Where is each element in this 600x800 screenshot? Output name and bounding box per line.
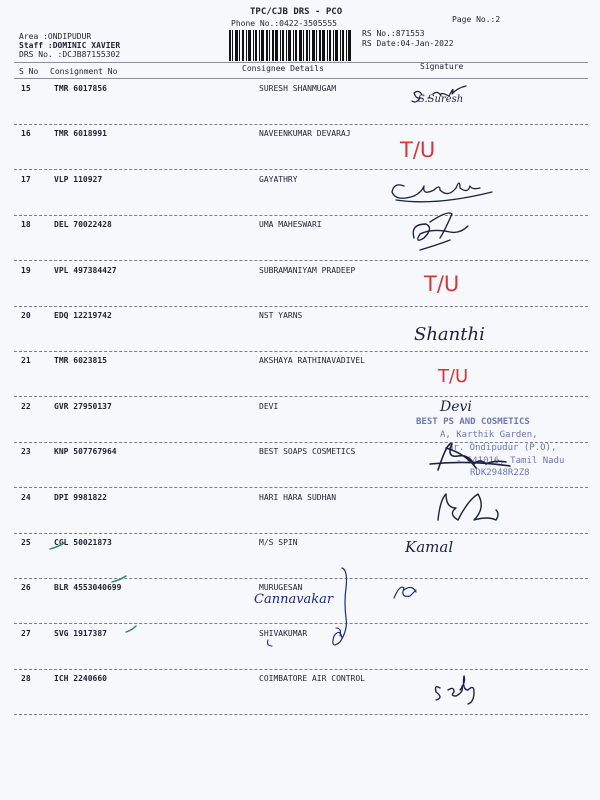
row-serial-number: 18 [21,220,31,229]
tick-mark-row-25 [50,543,64,549]
row-consignee-name: BEST SOAPS COSMETICS [259,447,356,456]
row-consignment-number: SVG 1917387 [54,629,107,638]
row-serial-number: 25 [21,538,31,547]
tick-mark-row-27 [126,626,136,632]
column-consignee: Consignee Details [242,64,324,73]
row-serial-number: 24 [21,493,31,502]
document-title: TPC/CJB DRS - PCO [250,7,343,17]
row-serial-number: 22 [21,402,31,411]
drs-number-field: DRS No. :DCJB87155302 [19,50,121,59]
row-consignment-number: DEL 70022428 [54,220,112,229]
row-consignment-number: ICH 2240660 [54,674,107,683]
row-consignment-number: VLP 110927 [54,175,103,184]
row-consignee-name: M/S SPIN [259,538,298,547]
row-consignee-name: GAYATHRY [259,175,298,184]
row-consignment-number: DPI 9981822 [54,493,107,502]
row-serial-number: 26 [21,583,31,592]
signature-row-26: Cannavakar [254,592,334,607]
row-serial-number: 21 [21,356,31,365]
signature-row-20: Shanthi [414,324,485,345]
stamp-line-1: BEST PS AND COSMETICS [416,417,530,427]
row-consignment-number: EDQ 12219742 [54,311,112,320]
row-consignee-name: AKSHAYA RATHINAVADIVEL [259,356,365,365]
row-serial-number: 27 [21,629,31,638]
row-consignee-name: DEVI [259,402,279,411]
signature-row-16: T/U [400,138,436,162]
row-serial-number: 20 [21,311,31,320]
row-consignment-number: VPL 497384427 [54,266,117,275]
signature-text-row-15: S.Suresh [418,94,464,105]
pen-mark-row-27-left [268,640,273,646]
stamp-line-3: ar. Ondipudur (P.O), [448,443,557,453]
row-serial-number: 28 [21,674,31,683]
tick-mark-row-26 [112,576,126,582]
row-consignee-name: NST YARNS [259,311,303,320]
column-sno: S No [19,67,39,76]
signature-row-25: Kamal [405,538,454,556]
row-consignee-name: NAVEENKUMAR DEVARAJ [259,129,351,138]
page-number: Page No.:2 [452,15,501,24]
row-consignee-name: COIMBATORE AIR CONTROL [259,674,365,683]
column-signature: Signature [420,62,464,71]
signature-row-26-marks [333,568,416,645]
row-consignment-number: GVR 27950137 [54,402,112,411]
row-consignment-number: BLR 4553040699 [54,583,122,592]
row-consignment-number: KNP 507767964 [54,447,117,456]
row-serial-number: 19 [21,266,31,275]
row-serial-number: 23 [21,447,31,456]
signature-row-24 [438,494,498,520]
stamp-line-2: A, Karthik Garden, [440,430,538,440]
phone-number: Phone No.:0422-3505555 [231,19,337,28]
stamp-line-5: RDK2948R2Z8 [470,468,530,478]
row-serial-number: 15 [21,84,31,93]
rs-date-field: RS Date:04-Jan-2022 [362,39,454,48]
row-consignee-name: SURESH SHANMUGAM [259,84,337,93]
row-serial-number: 17 [21,175,31,184]
row-consignee-name: HARI HARA SUDHAN [259,493,337,502]
row-consignment-number: TMR 6023815 [54,356,107,365]
signature-row-21: T/U [438,366,469,387]
row-consignee-name: UMA MAHESWARI [259,220,322,229]
row-consignee-name: SUBRAMANIYAM PRADEEP [259,266,356,275]
column-consignment: Consignment No [50,67,118,76]
stamp-line-4: - 641016, Tamil Nadu [456,456,565,466]
signature-row-19: T/U [424,272,460,296]
signature-row-18 [413,213,468,250]
rs-number-field: RS No.:871553 [362,29,425,38]
row-serial-number: 16 [21,129,31,138]
row-consignment-number: TMR 6018991 [54,129,107,138]
signature-row-22: Devi [440,399,472,415]
staff-field: Staff :DOMINIC XAVIER [19,41,121,50]
signature-row-17 [392,183,492,202]
row-consignment-number: CGL 50021873 [54,538,112,547]
row-consignee-name: MURUGESAN [259,583,303,592]
row-consignment-number: TMR 6017856 [54,84,107,93]
signature-row-15 [412,86,466,105]
signature-row-28 [436,676,475,704]
area-field: Area :ONDIPUDUR [19,32,92,41]
row-consignee-name: SHIVAKUMAR [259,629,308,638]
